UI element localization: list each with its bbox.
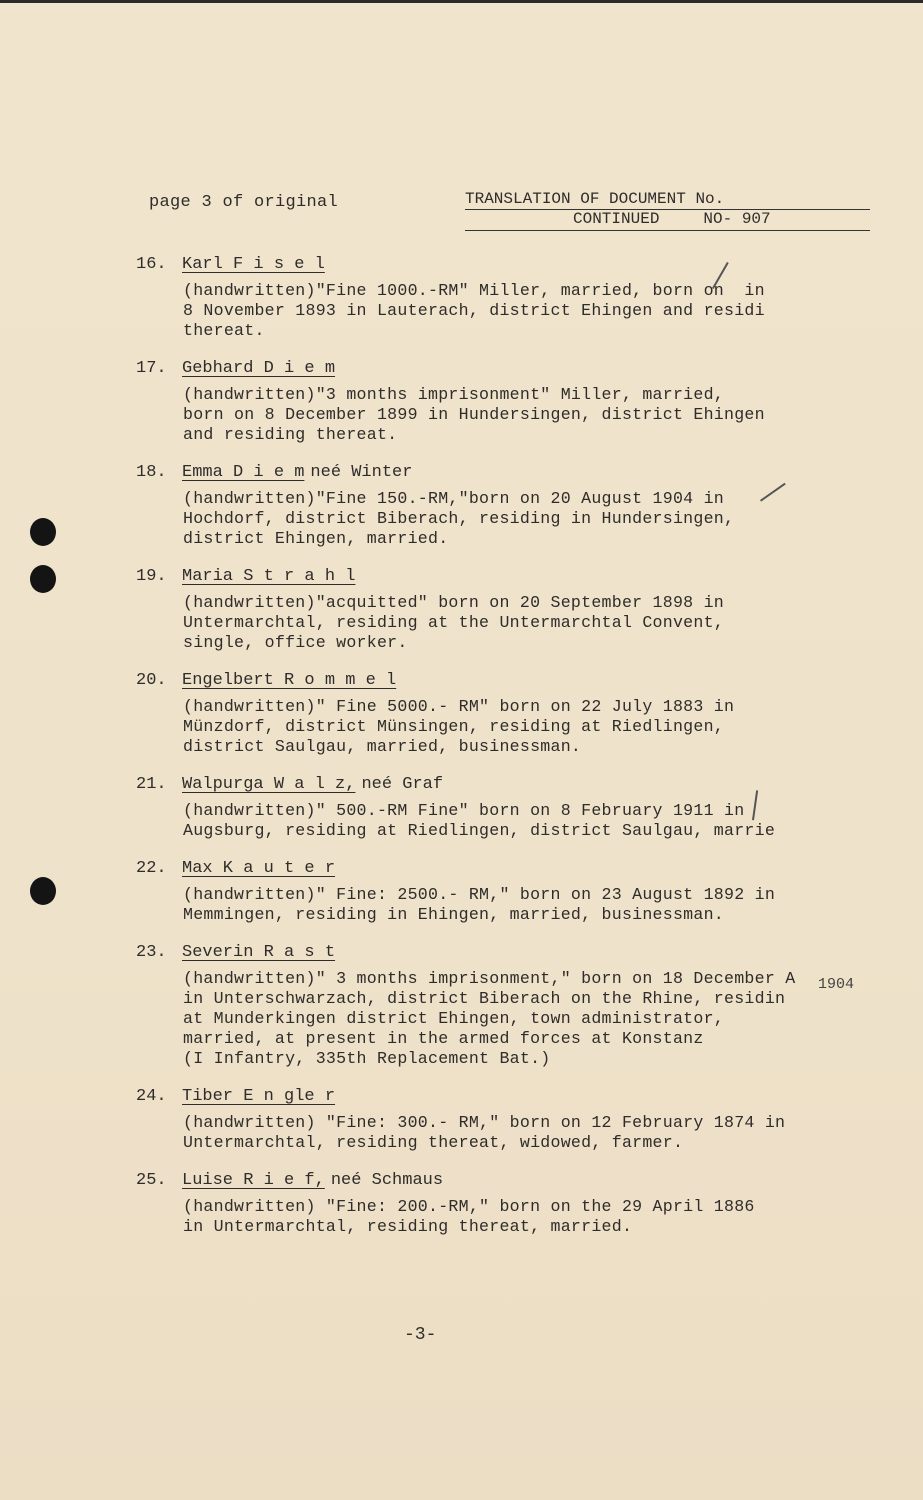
entry-line: at Munderkingen district Ehingen, town administrator,: [183, 1009, 725, 1028]
translation-title: TRANSLATION OF DOCUMENT No.: [465, 190, 870, 210]
entry-list: [136, 255, 876, 1255]
entry-21: [136, 775, 876, 841]
entry-line: Münzdorf, district Münsingen, residing at Riedlingen,: [183, 717, 725, 736]
entry-maiden-name: neé Graf: [361, 775, 444, 794]
punch-hole-2: [30, 565, 56, 593]
entry-name: Walpurga W a l z,: [182, 775, 356, 794]
entry-line: (handwritten)"Fine 1000.-RM" Miller, married, born on in: [183, 281, 765, 300]
entry-line: (handwritten)"acquitted" born on 20 September 1898 in: [183, 593, 725, 612]
entry-line: (handwritten) "Fine: 300.- RM," born on 12 February 1874 in: [183, 1113, 786, 1132]
entry-number: 20.: [136, 671, 167, 690]
entry-name: Gebhard D i e m: [182, 359, 336, 378]
entry-number: 16.: [136, 255, 167, 274]
entry-number: 25.: [136, 1171, 167, 1190]
entry-line: (handwritten)" 500.-RM Fine" born on 8 February 1911 in: [183, 801, 745, 820]
entry-line: Hochdorf, district Biberach, residing in Hundersingen,: [183, 509, 735, 528]
entry-17: [136, 359, 876, 445]
entry-line: Untermarchtal, residing thereat, widowed, farmer.: [183, 1133, 684, 1152]
entry-line: in Unterschwarzach, district Biberach on the Rhine, residin: [183, 989, 786, 1008]
entry-number: 21.: [136, 775, 167, 794]
entry-name: Severin R a s t: [182, 943, 336, 962]
continued-label: CONTINUED: [573, 210, 660, 228]
punch-hole-1: [30, 518, 56, 546]
entry-name: Emma D i e m: [182, 463, 305, 482]
entry-line: (handwritten) "Fine: 200.-RM," born on the 29 April 1886: [183, 1197, 755, 1216]
entry-name: Tiber E n gle r: [182, 1087, 336, 1106]
entry-maiden-name: neé Winter: [310, 463, 413, 482]
entry-line: in Untermarchtal, residing thereat, married.: [183, 1217, 633, 1236]
entry-maiden-name: neé Schmaus: [330, 1171, 444, 1190]
entry-line: Augsburg, residing at Riedlingen, district Saulgau, marrie: [183, 821, 776, 840]
page-reference: page 3 of original: [149, 193, 339, 212]
entry-line: thereat.: [183, 321, 265, 340]
entry-19: [136, 567, 876, 653]
entry-line: married, at present in the armed forces at Konstanz: [183, 1029, 704, 1048]
entry-name: Karl F i s e l: [182, 255, 325, 274]
entry-line: (handwritten)" Fine 5000.- RM" born on 22 July 1883 in: [183, 697, 735, 716]
entry-line: district Saulgau, married, businessman.: [183, 737, 582, 756]
entry-line: (I Infantry, 335th Replacement Bat.): [183, 1049, 551, 1068]
entry-line: Memmingen, residing in Ehingen, married, businessman.: [183, 905, 725, 924]
entry-number: 17.: [136, 359, 167, 378]
entry-line: district Ehingen, married.: [183, 529, 449, 548]
entry-name: Engelbert R o m m e l: [182, 671, 397, 690]
entry-18: [136, 463, 876, 549]
entry-number: 23.: [136, 943, 167, 962]
entry-name: Maria S t r a h l: [182, 567, 356, 586]
entry-line: (handwritten)"Fine 150.-RM,"born on 20 August 1904 in: [183, 489, 725, 508]
entry-line: (handwritten)" Fine: 2500.- RM," born on 23 August 1892 in: [183, 885, 776, 904]
entry-line: 8 November 1893 in Lauterach, district Ehingen and residi: [183, 301, 765, 320]
entry-number: 22.: [136, 859, 167, 878]
page-number: -3-: [404, 1325, 437, 1345]
entry-number: 18.: [136, 463, 167, 482]
entry-line: Untermarchtal, residing at the Untermarchtal Convent,: [183, 613, 725, 632]
entry-23: [136, 943, 876, 1069]
entry-line: and residing thereat.: [183, 425, 398, 444]
entry-name: Max K a u t e r: [182, 859, 336, 878]
entry-24: [136, 1087, 876, 1153]
document-header: [465, 190, 870, 231]
entry-number: 24.: [136, 1087, 167, 1106]
entry-22: [136, 859, 876, 925]
entry-25: [136, 1171, 876, 1237]
continued-line: [465, 210, 870, 231]
entry-16: [136, 255, 876, 341]
entry-line: (handwritten)"3 months imprisonment" Miller, married,: [183, 385, 725, 404]
margin-annotation-year: 1904: [818, 976, 855, 993]
entry-line: single, office worker.: [183, 633, 408, 652]
top-edge-line: [0, 0, 923, 3]
entry-20: [136, 671, 876, 757]
entry-line: born on 8 December 1899 in Hundersingen, district Ehingen: [183, 405, 765, 424]
punch-hole-3: [30, 877, 56, 905]
entry-line: (handwritten)" 3 months imprisonment," born on 18 December A: [183, 969, 796, 988]
entry-number: 19.: [136, 567, 167, 586]
entry-name: Luise R i e f,: [182, 1171, 325, 1190]
document-number: NO- 907: [703, 210, 771, 228]
